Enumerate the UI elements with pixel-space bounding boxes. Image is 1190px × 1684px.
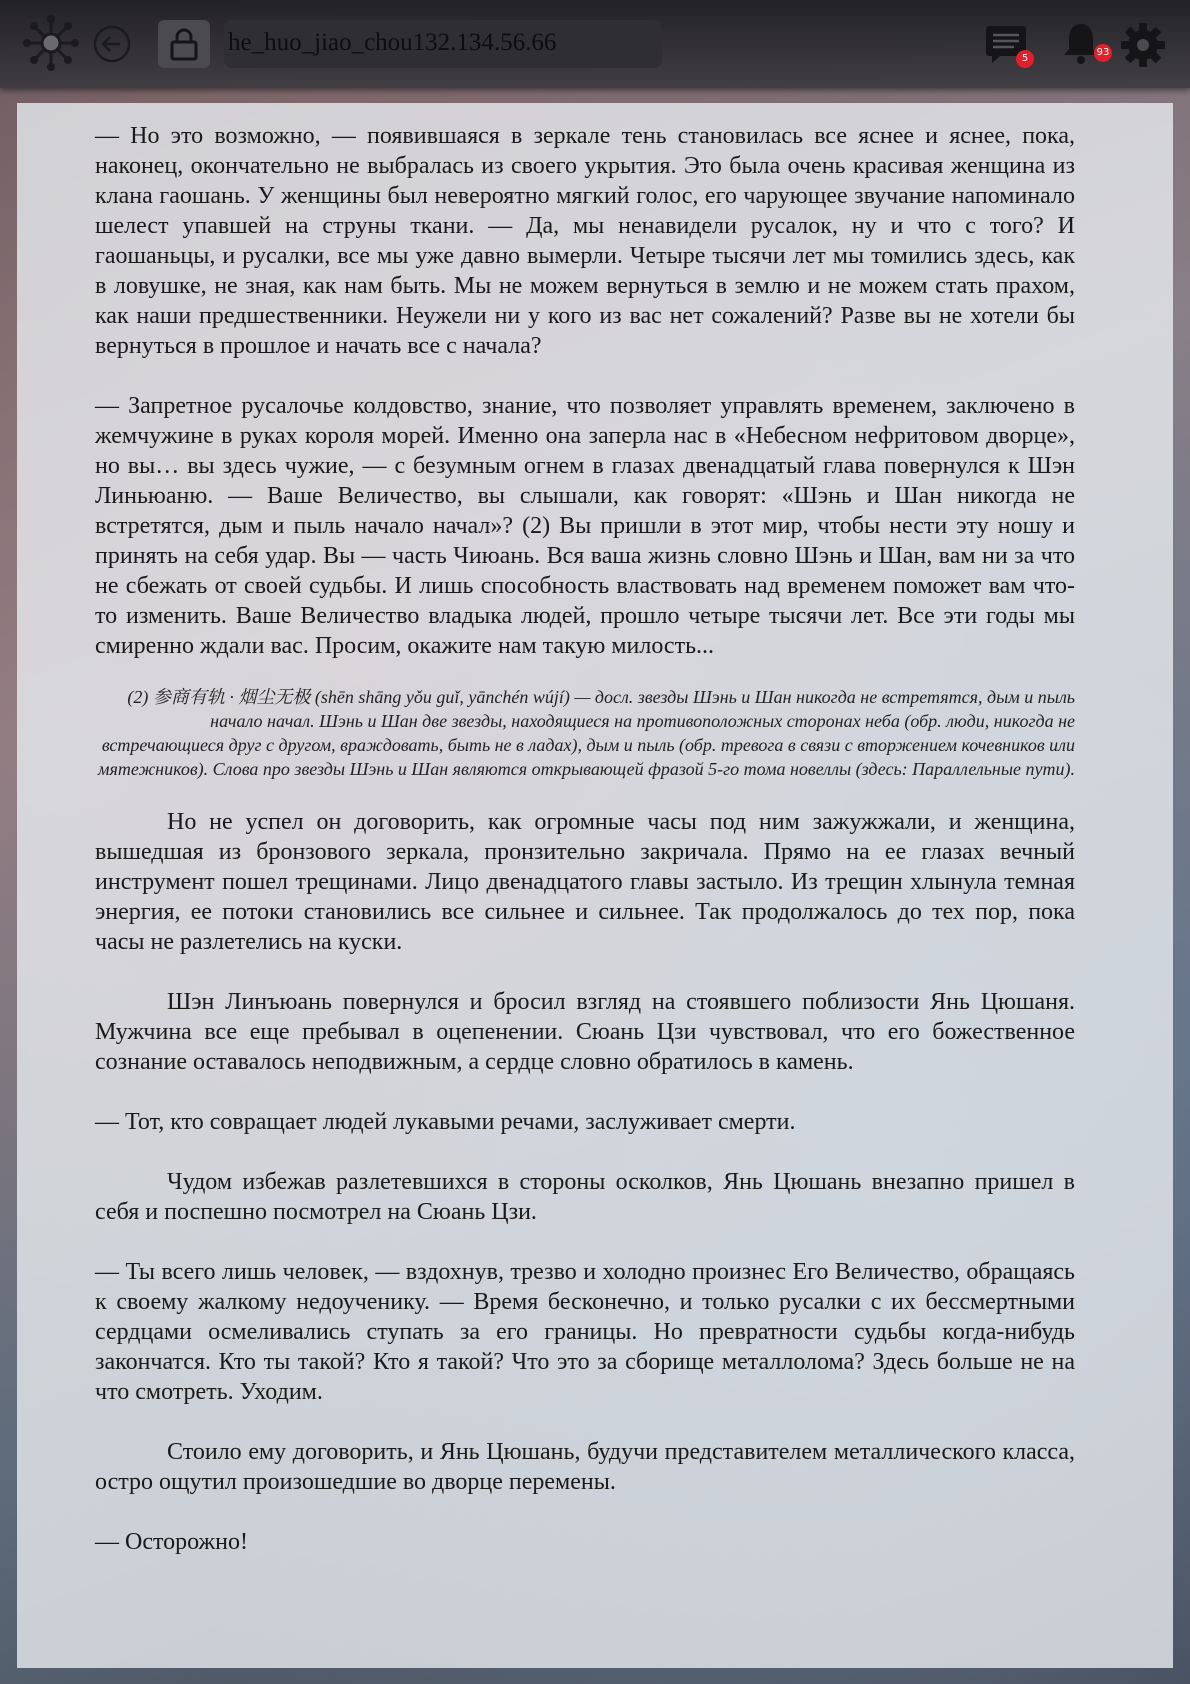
paragraph: Шэн Линъюань повернулся и бросил взгляд на стоявшего поблизости Янь Цюшаня. Мужчина все еще пребывал в оцепенении. Сюань Цзи чувствовал, что его божественное сознание оставалось неподвижным, а сердце словно обратилось в камень.	[95, 989, 1075, 1075]
bell-icon[interactable]	[1056, 20, 1110, 66]
paragraph: — Но это возможно, — появившаяся в зеркале тень становилась все яснее и яснее, пока, наконец, окончательно не выбралась из своего укрытия. Это была очень красивая женщина из клана гаошань. У женщины был невероятно мягкий голос, его чарующее звучание напоминало шелест упавшей на струны ткани. — Да, мы ненавидели русалок, ну и что с того? И гаошаньцы, и русалки, все мы уже давно вымерли. Четыре тысячи лет мы томились здесь, как в ловушке, не зная, как нам быть. Мы не можем вернуться в землю и не можем стать прахом, как наши предшественники. Неужели ни у кого из вас нет сожалений? Разве вы не хотели бы вернуться в прошлое и начать все с начала?	[95, 123, 1075, 359]
paragraph: — Тот, кто совращает людей лукавыми речами, заслуживает смерти.	[95, 1109, 796, 1135]
footnote: (2) 参商有轨 · 烟尘无极 (shēn shāng yǒu guǐ, yānchén wújí) — досл. звезды Шэнь и Шан никогда не встретятся, дым и пыль начало начал. Шэнь и Шан две звезды, находящиеся на противоположных сторонах неба (обр. люди, никогда не встречающиеся друг с другом, враждовать, быть не в ладах), дым и пыль (обр. тревога в связи с вторжением кочевников или мятежников). Слова про звезды Шэнь и Шан являются открывающей фразой 5-го тома новеллы (здесь: Параллельные пути).	[98, 687, 1075, 779]
back-arrow-icon[interactable]	[92, 24, 132, 64]
paragraph: Стоило ему договорить, и Янь Цюшань, будучи представителем металлического класса, остро ощутил произошедшие во дворце перемены.	[95, 1439, 1075, 1495]
network-logo-icon[interactable]	[22, 14, 80, 72]
reader-content	[17, 103, 1173, 1668]
paragraph: Но не успел он договорить, как огромные часы под ним зажужжали, и женщина, вышедшая из бронзового зеркала, пронзительно закричала. Прямо на ее глазах вечный инструмент пошел трещинами. Лицо двенадцатого главы застыло. Из трещин хлынула темная энергия, ее потоки становились все сильнее и сильнее. Так продолжалось до тех пор, пока часы не разлетелись на куски.	[95, 809, 1075, 955]
messages-icon[interactable]	[980, 22, 1032, 66]
notifications-count-badge: 93	[1094, 44, 1112, 62]
paragraph: Чудом избежав разлетевшихся в стороны осколков, Янь Цюшань внезапно пришел в себя и поспешно посмотрел на Сюань Цзи.	[95, 1169, 1075, 1225]
paragraph: — Запретное русалочье колдовство, знание, что позволяет управлять временем, заключено в жемчужине в руках короля морей. Именно она заперла нас в «Небесном нефритовом дворце», но вы… вы здесь чужие, — с безумным огнем в глазах двенадцатый глава повернулся к Шэн Линьюаню. — Ваше Величество, вы слышали, как говорят: «Шэнь и Шан никогда не встретятся, дым и пыль начало начал»? (2) Вы пришли в этот мир, чтобы нести эту ношу и принять на себя удар. Вы — часть Чиюань. Вся ваша жизнь словно Шэнь и Шан, вам ни за что не сбежать от своей судьбы. И лишь способность властвовать над временем поможет вам что-то изменить. Ваше Величество владыка людей, прошло четыре тысячи лет. Все эти годы мы смиренно ждали вас. Просим, окажите нам такую милость...	[95, 393, 1075, 659]
top-toolbar	[0, 0, 1190, 88]
lock-icon[interactable]	[158, 20, 210, 68]
paragraph: — Осторожно!	[95, 1529, 248, 1555]
address-bar[interactable]: he_huo_jiao_chou132.134.56.66	[224, 20, 662, 68]
gear-icon[interactable]	[1118, 20, 1168, 70]
messages-count-badge: 5	[1016, 50, 1034, 68]
paragraph: — Ты всего лишь человек, — вздохнув, трезво и холодно произнес Его Величество, обращаясь к своему жалкому недоученику. — Время бесконечно, и только русалки с их бессмертными сердцами осмеливались ступать за его границы. Но превратности судьбы когда-нибудь закончатся. Кто ты такой? Кто я такой? Что это за сборище металлолома? Здесь больше не на что смотреть. Уходим.	[95, 1259, 1075, 1405]
